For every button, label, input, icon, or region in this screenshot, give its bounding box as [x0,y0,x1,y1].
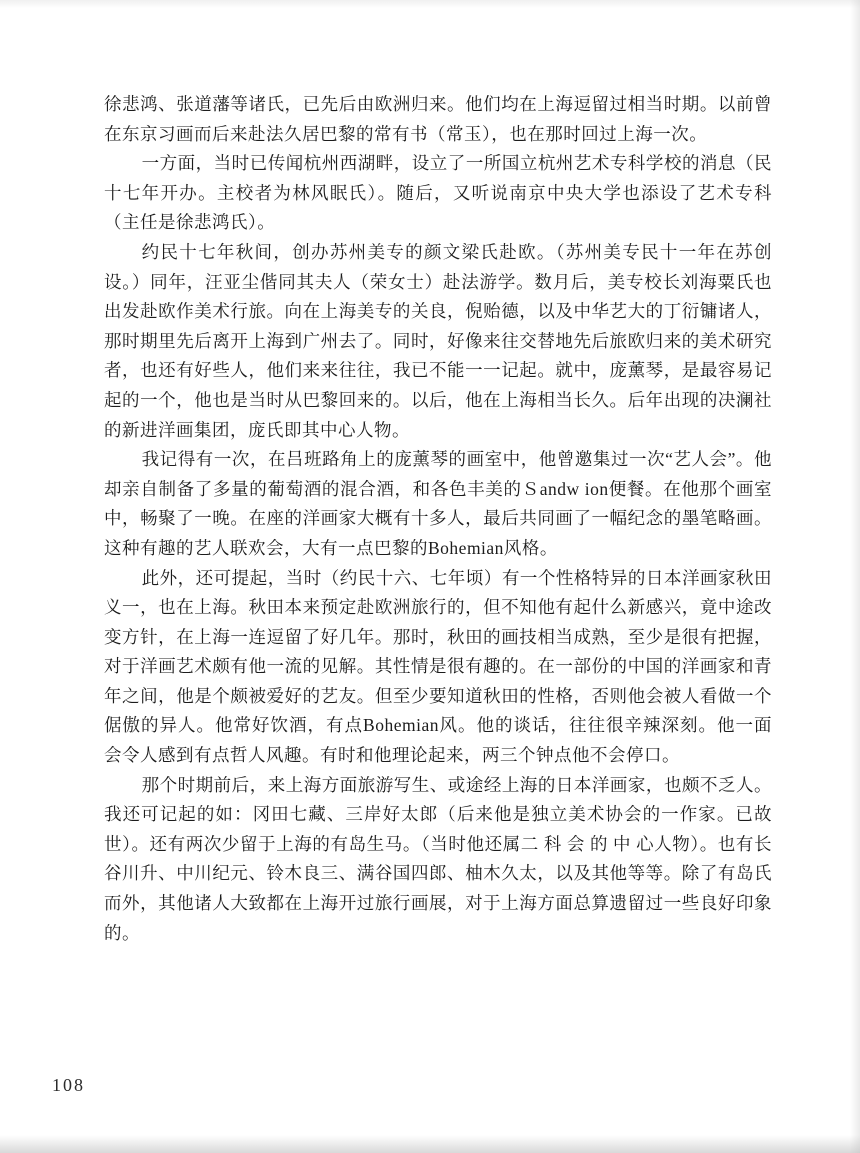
scan-edge-shadow-bottom [0,1135,860,1153]
paragraph: 一方面，当时已传闻杭州西湖畔，设立了一所国立杭州艺术专科学校的消息（民十七年开办。主校者为林风眠氏）。随后，又听说南京中央大学也添设了艺术专科（主任是徐悲鸿氏）。 [104,153,772,233]
paragraph: 此外，还可提起，当时（约民十六、七年顷）有一个性格特异的日本洋画家秋田义一，也在上海。秋田本来预定赴欧洲旅行的，但不知他有起什么新感兴，竟中途改变方针，在上海一连逗留了好几年。那时，秋田的画技相当成熟，至少是很有把握，对于洋画艺术颇有他一流的见解。其性情是很有趣的。在一部份的中国的洋画家和青年之间，他是个颇被爱好的艺友。但至少要知道秋田的性格，否则他会被人看做一个倨傲的异人。他常好饮酒，有点Bohemian风。他的谈话，往往很辛辣深刻。他一面会令人感到有点哲人风趣。有时和他理论起来，两三个钟点他不会停口。 [104,567,772,766]
scan-edge-shadow-top [0,0,860,8]
paragraph-continuation: 徐悲鸿、张道藩等诸氏，已先后由欧洲归来。他们均在上海逗留过相当时期。以前曾在东京习画而后来赴法久居巴黎的常有书（常玉），也在那时回过上海一次。 [104,94,772,144]
paragraph: 那个时期前后，来上海方面旅游写生、或途经上海的日本洋画家，也颇不乏人。我还可记起的如：冈田七藏、三岸好太郎（后来他是独立美术协会的一作家。已故世）。还有两次少留于上海的有岛生马。（当时他还属二 科 会 的 中 心人物）。也有长谷川升、中川纪元、铃木良三、满谷国四郎、柚木久太，以及其他等等。除了有岛氏而外，其他诸人大致都在上海开过旅行画展，对于上海方面总算遗留过一些良好印象的。 [104,774,772,943]
text-block [104,90,772,948]
page-number: 108 [52,1075,85,1095]
paragraph: 约民十七年秋间，创办苏州美专的颜文梁氏赴欧。（苏州美专民十一年在苏创设。）同年，汪亚尘偕同其夫人（荣女士）赴法游学。数月后，美专校长刘海粟氏也出发赴欧作美术行旅。向在上海美专的关良，倪贻德，以及中华艺大的丁衍镛诸人，那时期里先后离开上海到广州去了。同时，好像来往交替地先后旅欧归来的美术研究者，也还有好些人，他们来来往往，我已不能一一记起。就中，庞薰琴，是最容易记起的一个，他也是当时从巴黎回来的。以后，他在上海相当长久。后年出现的决澜社的新进洋画集团，庞氏即其中心人物。 [104,241,772,440]
scan-edge-shadow-right [850,0,860,1153]
paragraph: 我记得有一次，在吕班路角上的庞薰琴的画室中，他曾邀集过一次“艺人会”。他却亲自制备了多量的葡萄酒的混合酒，和各色丰美的Ｓandw ion便餐。在他那个画室中，畅聚了一晚。在座的洋画家大概有十多人，最后共同画了一幅纪念的墨笔略画。这种有趣的艺人联欢会，大有一点巴黎的Bohemian风格。 [104,449,772,558]
